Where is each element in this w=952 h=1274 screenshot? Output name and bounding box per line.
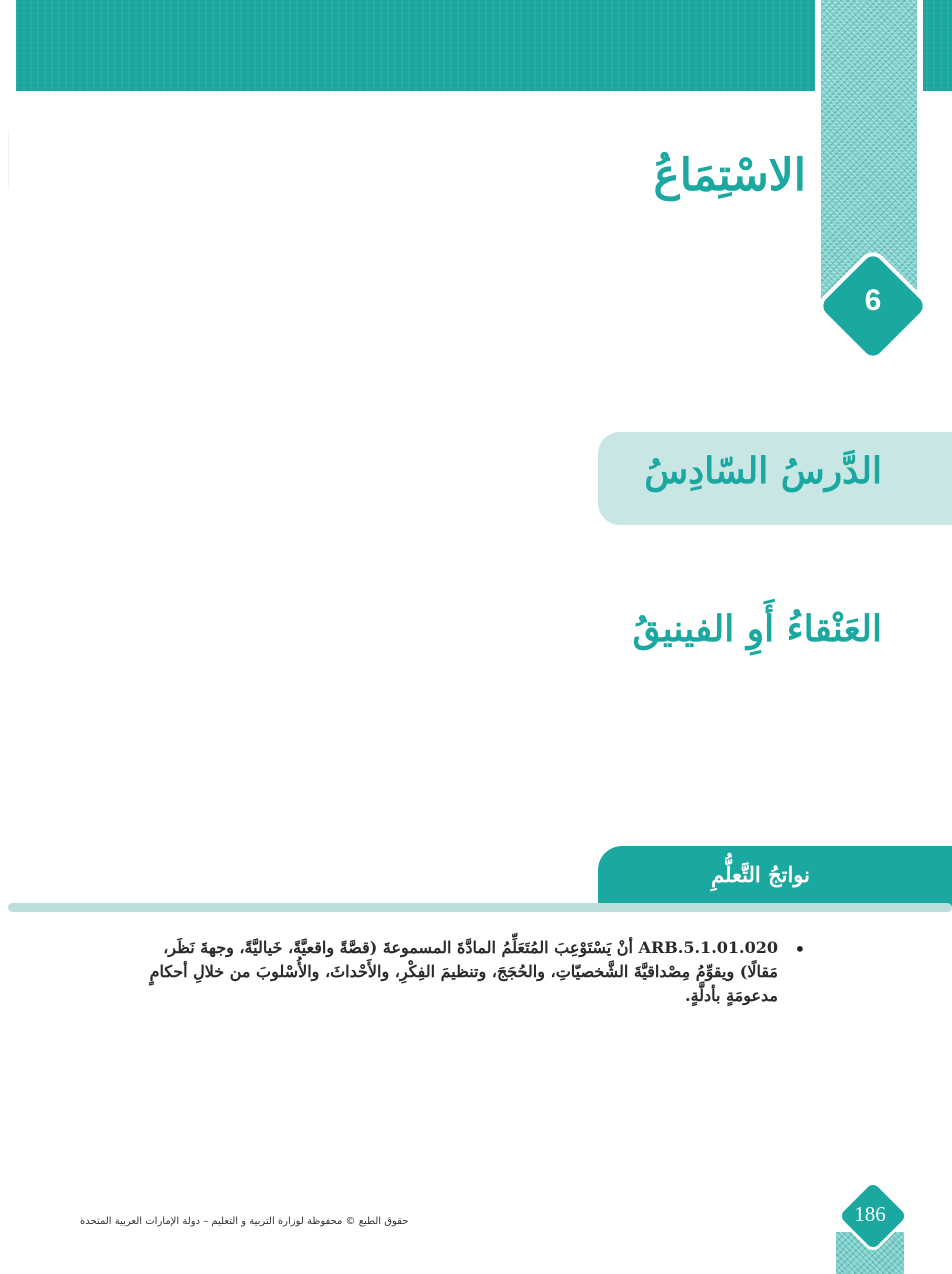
page-number: 186 (854, 1202, 886, 1226)
bullet-icon: • (794, 937, 806, 961)
outcomes-divider (8, 903, 952, 912)
outcome-code: ARB.5.1.01.020 (638, 938, 778, 957)
margin-line (8, 130, 9, 190)
outcome-item (140, 936, 778, 1008)
outcomes-heading: نواتجُ التَّعلُّمِ (711, 862, 810, 887)
story-title: العَنْقاءُ أَوِ الفينيقُ (632, 608, 882, 650)
copyright-notice: حقوق الطبع © محفوظة لوزارة التربية و التعليم – دولة الإمارات العربية المتحدة (80, 1216, 409, 1227)
lesson-label: الدَّرسُ السّادِسُ (644, 450, 882, 492)
outcome-text: أنْ يَسْتَوْعِبَ المُتَعَلِّمُ المادَّةَ المسموعةَ (قصَّةً واقعيَّةً، خَياليَّةً، وجهةَ نَظَر، مَقالًا) ويقوِّمُ مِصْداقيَّةَ الشَّخصيّاتِ، والحُجَجَ، وتنظيمَ الفِكْرِ، والأَحْداثَ، والأُسْلوبَ من خلالِ أحكامٍ مدعومَةٍ بأدلَّةٍ. (149, 938, 778, 1005)
header-banner (16, 0, 952, 91)
section-title: الاسْتِمَاعُ (653, 150, 806, 201)
unit-number: 6 (864, 284, 882, 317)
